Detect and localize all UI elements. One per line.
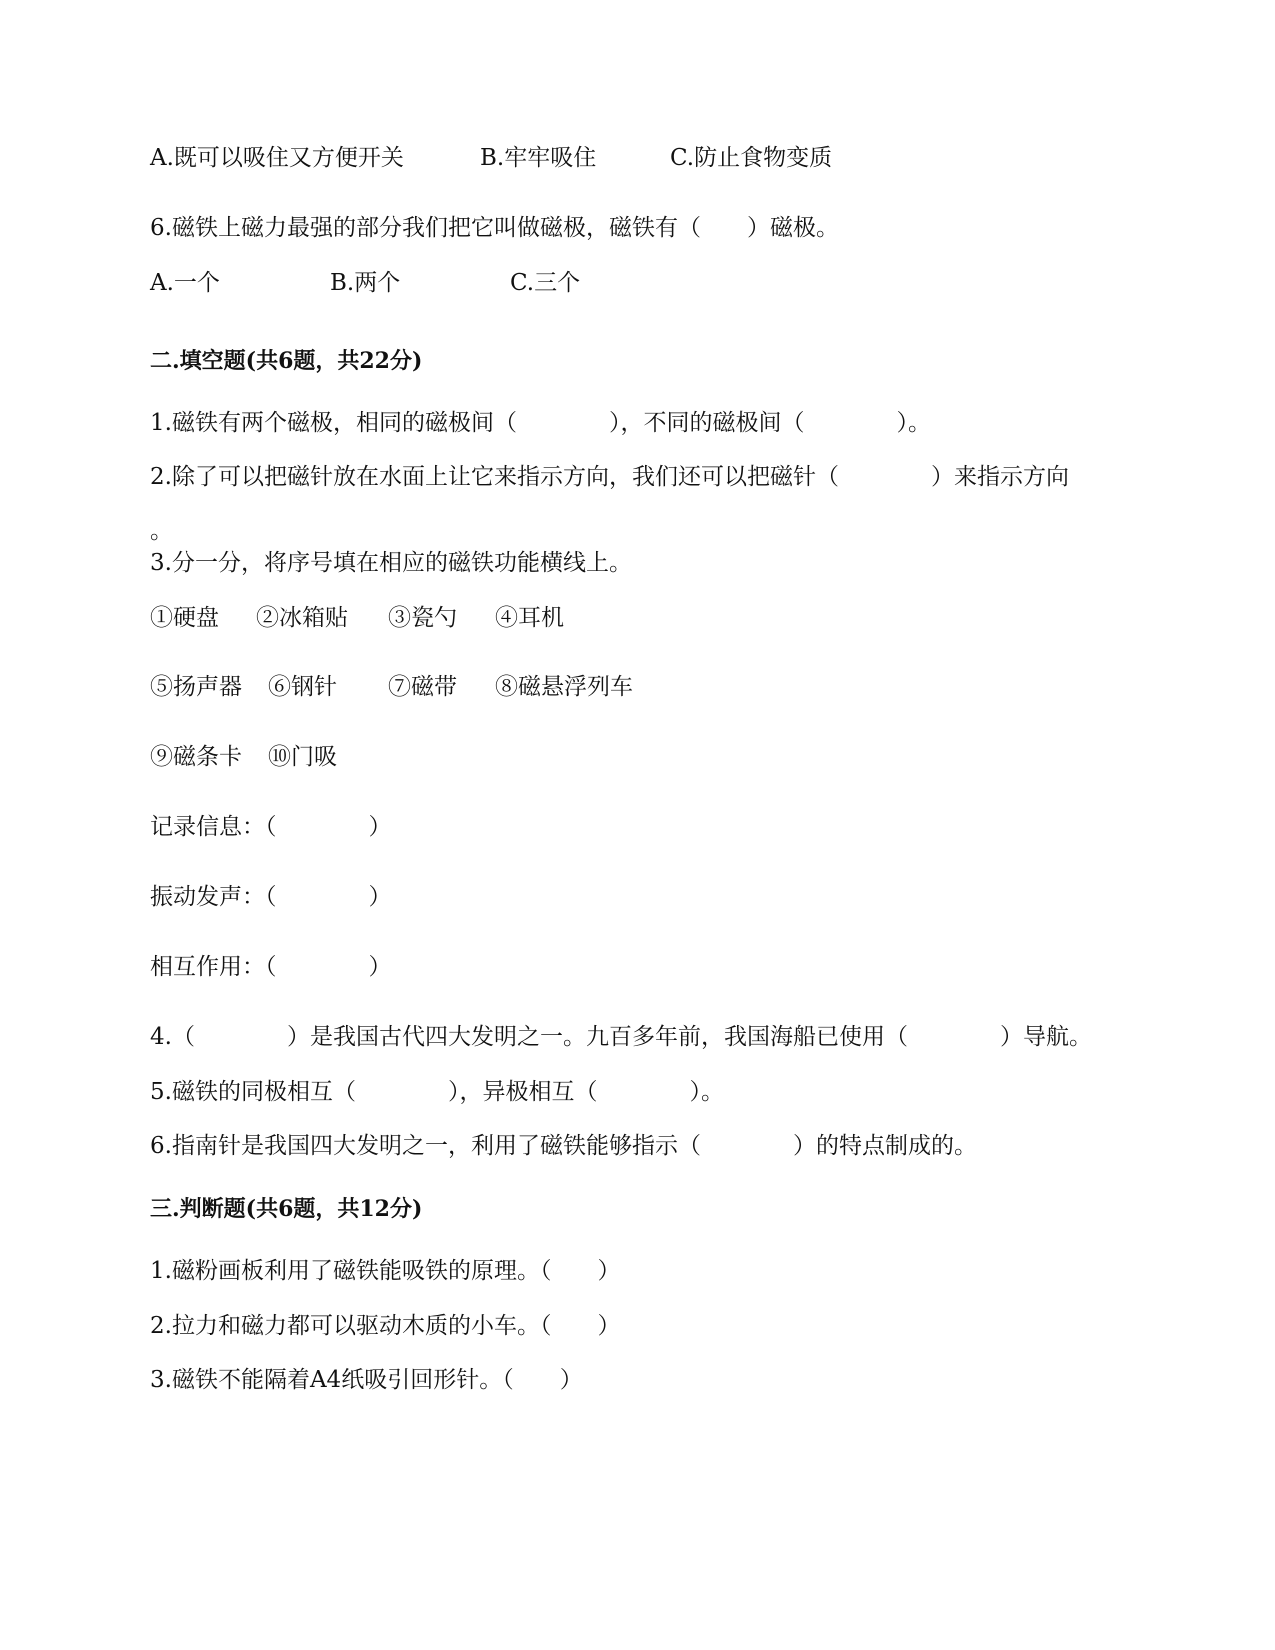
q5-option-b: B.牢牢吸住	[480, 145, 597, 171]
item-door-stopper: ⑩门吸	[268, 744, 337, 770]
judge-question-1: 1.磁粉画板利用了磁铁能吸铁的原理。（ ）	[150, 1258, 621, 1284]
item-maglev-train: ⑧磁悬浮列车	[495, 674, 633, 700]
category-vibrate-sound: 振动发声：（ ）	[150, 884, 392, 910]
fill-question-6: 6.指南针是我国四大发明之一，利用了磁铁能够指示（ ）的特点制成的。	[150, 1133, 977, 1159]
item-fridge-magnet: ②冰箱贴	[256, 605, 348, 631]
section-2-heading: 二.填空题(共6题，共22分)	[150, 348, 423, 374]
item-speaker: ⑤扬声器	[150, 674, 242, 700]
judge-question-2: 2.拉力和磁力都可以驱动木质的小车。（ ）	[150, 1313, 621, 1339]
question-6-text: 6.磁铁上磁力最强的部分我们把它叫做磁极，磁铁有（ ）磁极。	[150, 215, 839, 241]
fill-question-4: 4.（ ）是我国古代四大发明之一。九百多年前，我国海船已使用（ ）导航。	[150, 1024, 1092, 1050]
item-magnetic-card: ⑨磁条卡	[150, 744, 242, 770]
fill-question-5: 5.磁铁的同极相互（ ），异极相互（ ）。	[150, 1079, 724, 1105]
fill-question-2-tail: 。	[150, 518, 173, 544]
fill-question-1: 1.磁铁有两个磁极，相同的磁极间（ ），不同的磁极间（ ）。	[150, 410, 931, 436]
item-porcelain-spoon: ③瓷勺	[388, 605, 457, 631]
item-hard-disk: ①硬盘	[150, 605, 219, 631]
q5-option-a: A.既可以吸住又方便开关	[150, 145, 404, 171]
category-record-info: 记录信息：（ ）	[150, 814, 392, 840]
item-headphones: ④耳机	[495, 605, 564, 631]
q5-option-c: C.防止食物变质	[670, 145, 833, 171]
item-steel-needle: ⑥钢针	[268, 674, 337, 700]
category-interaction: 相互作用：（ ）	[150, 954, 392, 980]
q6-option-a: A.一个	[150, 270, 220, 296]
fill-question-3: 3.分一分，将序号填在相应的磁铁功能横线上。	[150, 550, 632, 576]
q6-option-b: B.两个	[330, 270, 401, 296]
q6-option-c: C.三个	[510, 270, 581, 296]
fill-question-2: 2.除了可以把磁针放在水面上让它来指示方向，我们还可以把磁针（ ）来指示方向	[150, 464, 1069, 490]
section-3-heading: 三.判断题(共6题，共12分)	[150, 1196, 423, 1222]
judge-question-3: 3.磁铁不能隔着A4纸吸引回形针。（ ）	[150, 1367, 583, 1393]
item-magnetic-tape: ⑦磁带	[388, 674, 457, 700]
